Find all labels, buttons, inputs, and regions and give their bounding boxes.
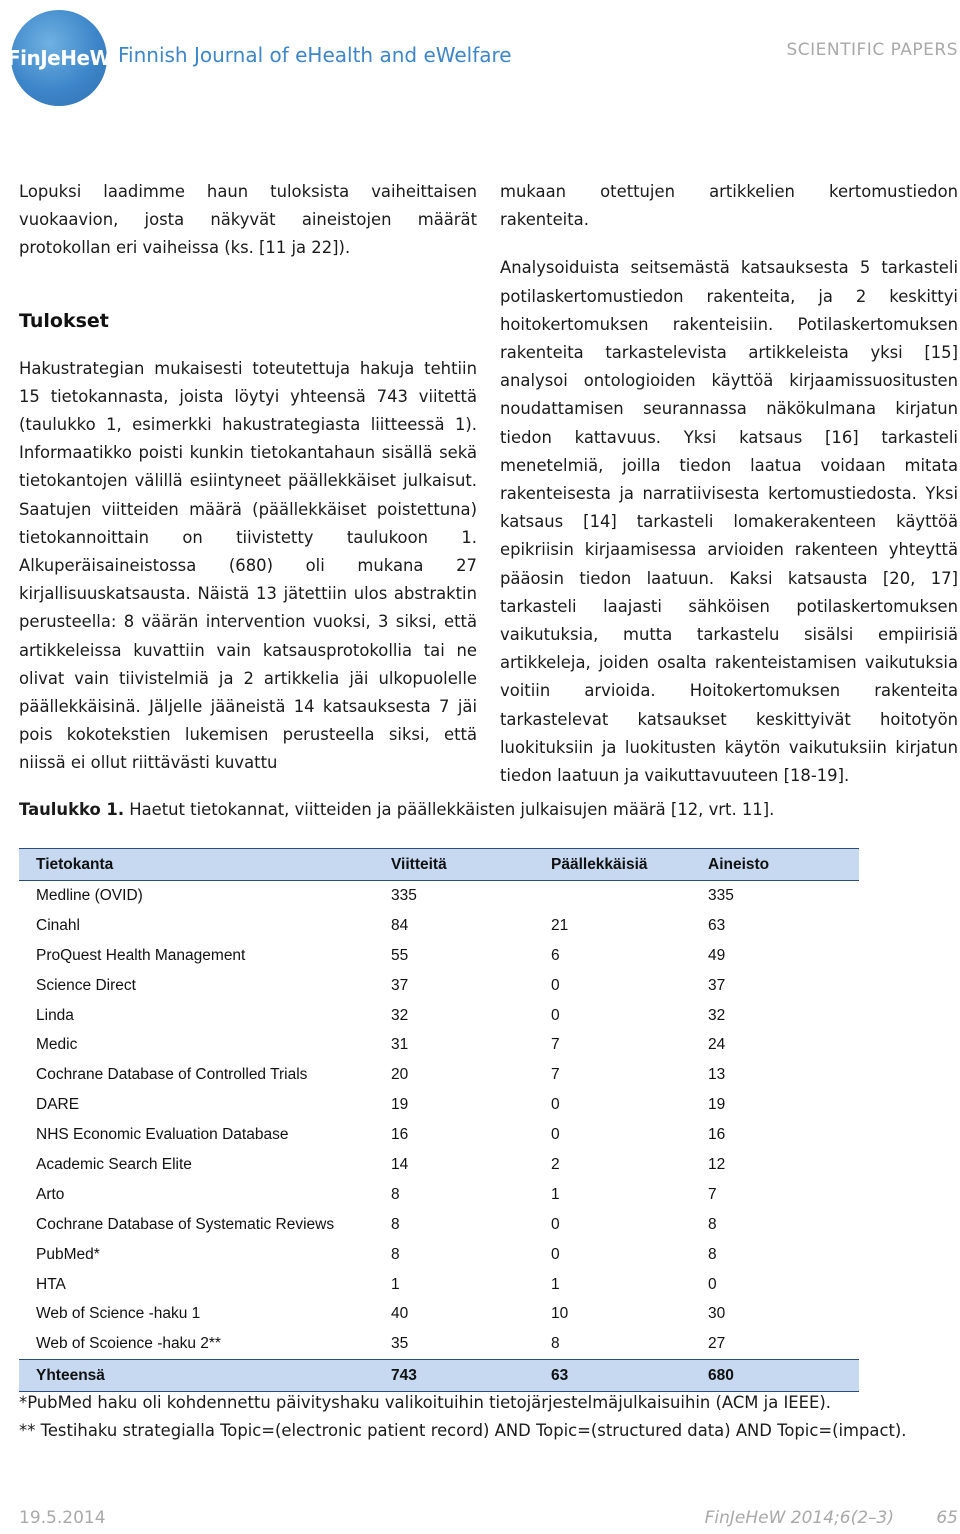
- table-cell: ProQuest Health Management: [36, 946, 246, 964]
- table-row: [19, 1270, 859, 1300]
- section-label: SCIENTIFIC PAPERS: [786, 40, 958, 60]
- table-cell: Cochrane Database of Systematic Reviews: [36, 1215, 335, 1233]
- journal-title: Finnish Journal of eHealth and eWelfare: [118, 43, 512, 67]
- table-row: [19, 971, 859, 1001]
- left-column: [19, 178, 477, 778]
- table-cell: 0: [551, 976, 560, 994]
- table-cell: 20: [391, 1066, 409, 1084]
- table-cell: NHS Economic Evaluation Database: [36, 1126, 289, 1144]
- table-cell: 55: [391, 946, 409, 964]
- table-cell: Cinahl: [36, 916, 80, 934]
- table-cell: 1: [551, 1185, 560, 1203]
- table-cell: 2: [551, 1155, 560, 1173]
- page-number: 65: [936, 1508, 958, 1528]
- table-cell: 27: [708, 1335, 726, 1353]
- logo-text: FinJeHeW: [6, 46, 112, 70]
- table-caption-text: Haetut tietokannat, viitteiden ja päällekkäisten julkaisujen määrä [12, vrt. 11].: [124, 800, 775, 819]
- table-row: [19, 1120, 859, 1150]
- total-cell: 63: [534, 1360, 691, 1392]
- table-cell: 0: [551, 1245, 560, 1263]
- table-cell: 24: [708, 1036, 726, 1054]
- table-cell: 0: [551, 1096, 560, 1114]
- footer-citation: FinJeHeW 2014;6(2–3): [704, 1508, 894, 1528]
- table-cell: 8: [391, 1185, 400, 1203]
- table-cell: 30: [708, 1305, 726, 1323]
- table-cell: 0: [551, 1126, 560, 1144]
- table-cell: Academic Search Elite: [36, 1155, 192, 1173]
- table-row: [19, 1240, 859, 1270]
- table-caption: [19, 800, 774, 819]
- total-cell: 680: [691, 1360, 859, 1392]
- table-cell: 335: [391, 886, 417, 904]
- table-footnote-pubmed: *PubMed haku oli kohdennettu päivityshaku valikoituihin tietojärjestelmäjulkaisuihin (ACM ja IEEE).: [19, 1393, 831, 1412]
- table-cell: 37: [708, 976, 726, 994]
- table-row: [19, 1210, 859, 1240]
- table-cell: Medline (OVID): [36, 886, 143, 904]
- table-cell: 12: [708, 1155, 726, 1173]
- table-cell: 32: [708, 1006, 726, 1024]
- table-cell: 8: [708, 1215, 717, 1233]
- table-cell: HTA: [36, 1275, 66, 1293]
- table-row: [19, 1299, 859, 1329]
- table-cell: 7: [551, 1066, 560, 1084]
- table-cell: 32: [391, 1006, 409, 1024]
- table-row: [19, 1180, 859, 1210]
- table-cell: Cochrane Database of Controlled Trials: [36, 1066, 308, 1084]
- table-cell: 16: [391, 1126, 409, 1144]
- table-cell: DARE: [36, 1096, 80, 1114]
- table-cell: 1: [551, 1275, 560, 1293]
- table-cell: 6: [551, 946, 560, 964]
- table-cell: 8: [391, 1215, 400, 1233]
- table-row: [19, 911, 859, 941]
- table-cell: 8: [391, 1245, 400, 1263]
- table-cell: 7: [551, 1036, 560, 1054]
- table-cell: 37: [391, 976, 409, 994]
- table-cell: 335: [708, 886, 734, 904]
- table-header-row: [19, 849, 859, 881]
- journal-logo: [6, 10, 112, 106]
- table-cell: 16: [708, 1126, 726, 1144]
- intro-paragraph: Lopuksi laadimme haun tuloksista vaiheittaisen vuokaavion, josta näkyvät aineistojen määrät protokollan eri vaiheissa (ks. [11 ja 22]).: [19, 182, 477, 258]
- column-header: Päällekkäisiä: [534, 849, 691, 881]
- table-row: [19, 1030, 859, 1060]
- table-cell: 0: [551, 1215, 560, 1233]
- results-paragraph: Hakustrategian mukaisesti toteutettuja hakuja tehtiin 15 tietokannasta, joista löytyi yhteensä 743 viitettä (taulukko 1, esimerkki hakustrategiasta liitteessä 1). Informaatikko poisti kunkin tietokantahaun sisällä sekä tietokantojen välillä esiintyneet päällekkäiset julkaisut. Saatujen viitteiden määrä (päällekkäiset poistettuna) tietokannoittain on tiivistetty taulukoon 1. Alkuperäisaineistossa (680) oli mukana 27 kirjallisuuskatsausta. Näistä 13 jätettiin ulos abstraktin perusteella: 8 väärän intervention vuoksi, 3 siksi, että artikkeleissa kuvattiin vain katsausprotokollia tai ne olivat vain tiivistelmiä ja 2 artikkelia jäi ulkopuolelle päällekkäisinä. Jäljelle jääneistä 14 katsauksesta 7 jäi pois kokotekstien lukemisen perusteella siksi, että niissä ei ollut riittävästi kuvattu: [19, 358, 477, 773]
- total-cell: Yhteensä: [19, 1360, 374, 1392]
- table-row: [19, 1090, 859, 1120]
- table-cell: PubMed*: [36, 1245, 100, 1263]
- continuation-paragraph: mukaan otettujen artikkelien kertomustiedon rakenteita.: [500, 182, 958, 230]
- table-cell: 21: [551, 916, 569, 934]
- table-cell: Medic: [36, 1036, 78, 1054]
- right-column: [500, 178, 958, 790]
- table-cell: 13: [708, 1066, 726, 1084]
- analysis-paragraph: Analysoiduista seitsemästä katsauksesta 5 tarkasteli potilaskertomustiedon rakenteita, ja 2 keskittyi hoitokertomuksen rakenteisiin. Potilaskertomuksen rakenteita tarkastelevista artikkeleista yksi [15] analysoi ontologioiden käyttöä kirjaamissuositusten noudattamisen seurannassa näkökulmana kirjatun tiedon kattavuus. Yksi katsaus [16] tarkasteli menetelmiä, joilla tiedon laatua voidaan mitata rakenteisesta ja narratiivisesta kertomustiedosta. Yksi katsaus [14] tarkasteli lomakerakenteen käyttöä epikriisin kirjaamisessa arvioiden rakenteen yhteyttä pääosin tiedon laatuun. Kaksi katsausta [20, 17] tarkasteli laajasti sähköisen potilaskertomuksen vaikutuksia, mutta tarkastelu sisälsi empiirisiä artikkeleja, joiden osalta rakenteistamisen vaikutuksia voitiin arvioida. Hoitokertomuksen rakenteita tarkastelevat katsaukset keskittyivät hoitotyön luokituksiin ja luokitusten käytön vaikutuksiin kirjatun tiedon laatuun ja vaikuttavuuteen [18-19].: [500, 258, 958, 786]
- table-cell: 0: [708, 1275, 717, 1293]
- table-cell: 40: [391, 1305, 409, 1323]
- table-cell: Arto: [36, 1185, 65, 1203]
- table-cell: 8: [551, 1335, 560, 1353]
- table-row: [19, 1329, 859, 1359]
- table-cell: 19: [708, 1096, 726, 1114]
- column-header: Viitteitä: [374, 849, 534, 881]
- table-cell: 19: [391, 1096, 409, 1114]
- table-row: [19, 881, 859, 911]
- column-header: Tietokanta: [19, 849, 374, 881]
- table-cell: [534, 881, 691, 911]
- page-header: [0, 0, 960, 120]
- table-cell: 1: [391, 1275, 400, 1293]
- table-cell: 8: [708, 1245, 717, 1263]
- database-table: [19, 848, 859, 1392]
- table-row: [19, 1001, 859, 1031]
- table-cell: 0: [551, 1006, 560, 1024]
- total-cell: 743: [374, 1360, 534, 1392]
- table-cell: 84: [391, 916, 409, 934]
- table-row: [19, 1150, 859, 1180]
- table-total-row: [19, 1360, 859, 1392]
- table-cell: Web of Scoience -haku 2**: [36, 1335, 221, 1353]
- table-cell: Web of Science -haku 1: [36, 1305, 201, 1323]
- table-cell: 10: [551, 1305, 569, 1323]
- table-row: [19, 1060, 859, 1090]
- table-cell: Linda: [36, 1006, 74, 1024]
- section-heading-results: Tulokset: [19, 309, 109, 332]
- table-cell: Science Direct: [36, 976, 136, 994]
- table-cell: 7: [708, 1185, 717, 1203]
- table-cell: 35: [391, 1335, 409, 1353]
- table-row: [19, 941, 859, 971]
- footer-date: 19.5.2014: [19, 1508, 106, 1528]
- table-cell: 63: [708, 916, 726, 934]
- table-cell: 49: [708, 946, 726, 964]
- column-header: Aineisto: [691, 849, 859, 881]
- table-cell: 14: [391, 1155, 409, 1173]
- table-cell: 31: [391, 1036, 409, 1054]
- table-footnote-testsearch: ** Testihaku strategialla Topic=(electronic patient record) AND Topic=(structured data) AND Topic=(impact).: [19, 1421, 907, 1440]
- table-caption-label: Taulukko 1.: [19, 800, 125, 819]
